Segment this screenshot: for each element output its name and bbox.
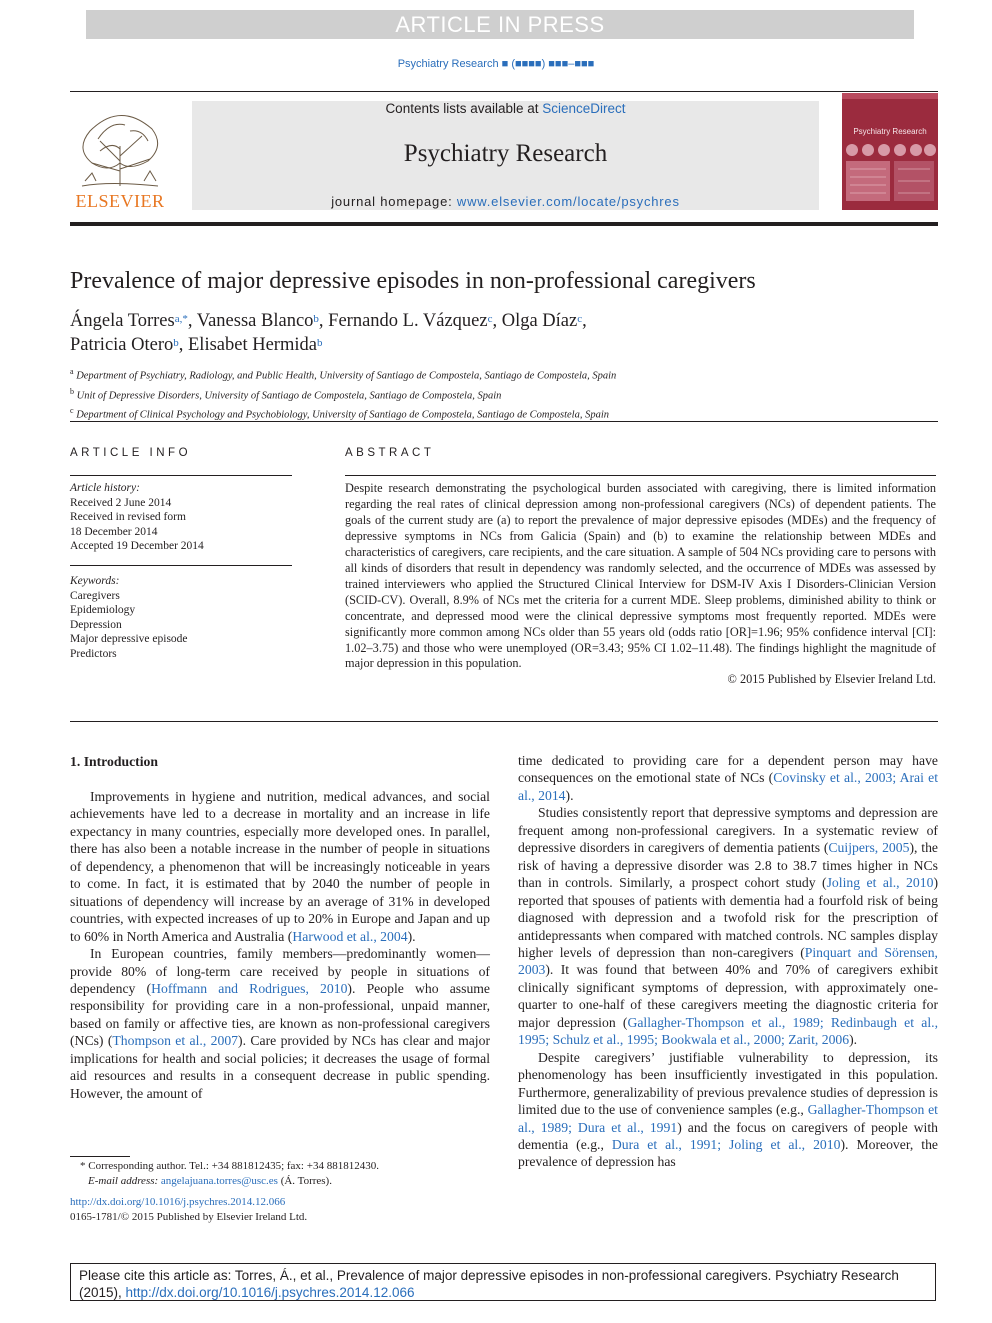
article-history [70,481,292,554]
author: Fernando L. Vázquez$^c$, [328,311,502,331]
author-affiliation-marker[interactable]: b [313,313,319,325]
keyword: Caregivers [70,589,120,602]
footnote [70,1159,490,1224]
divider [70,721,938,722]
contents-prefix: Contents lists available at [385,101,543,116]
author: Ángela Torres$^{a,*}$, [70,311,197,331]
sciencedirect-link[interactable]: ScienceDirect [542,101,626,116]
affiliation: $^a$ Department of Psychiatry, Radiology, and Public Health, University of Santiago de Compostela, Santiago de Compostela, Spain [70,367,617,382]
issn-line: 0165-1781/© 2015 Published by Elsevier Ireland Ltd. [70,1210,308,1223]
body-text: Despite caregivers’ justifiable vulnerability to depression, its phenomenology has been insufficiently investigated in this population. Furthermore, generalizability of previous prevalence studies of depression is limited due to the use of convenience samples (e.g., [518,1049,938,1118]
body-text: ). It was found that between 40% and 70% of caregivers exhibit clinically significant symptoms of depression, with approximately one-quarter to one-half of these caregivers meeting the diagnostic criteria for major depression ( [518,962,938,1030]
body-paragraph [518,1049,938,1171]
body-text: ) reported that spouses of patients with dementia had a fourfold risk of being diagnosed with depression and a twofold risk for the prescription of antidepressants when compared with matched controls. NC samples display higher levels of depression than non-caregivers ( [518,875,938,960]
publisher-logo-text: ELSEVIER [75,191,165,210]
email-line: E-mail address: angelajuana.torres@usc.es (Á. Torres). [88,1174,332,1187]
history-line: Accepted 19 December 2014 [70,540,204,552]
citation-doi-link[interactable]: http://dx.doi.org/10.1016/j.psychres.2014.12.066 [125,1285,415,1300]
author-affiliation-marker[interactable]: b [173,337,179,349]
body-text: ). [849,1032,858,1048]
divider [70,421,938,422]
journal-title: Psychiatry Research [403,140,608,167]
author-list [70,309,940,357]
doi-link[interactable]: http://dx.doi.org/10.1016/j.psychres.2014.12.066 [70,1196,286,1208]
author-affiliation-marker[interactable]: a,* [174,313,188,325]
body-paragraph [70,945,490,1102]
body-text: In European countries, family members—predominantly women—provide 80% of long-term care received by people in situations of dependency ( [70,946,490,996]
body-text: ). People who assume responsibility for providing care in a non-professional, unpaid manner, based on family or affective ties, are known as non-professional caregivers (NCs) ( [70,980,491,1049]
masthead-top-rule [70,91,938,92]
body-text: ). [407,928,416,944]
contents-line [192,101,819,116]
citation-link[interactable]: Hoffmann and Rodrigues, 2010 [151,980,348,996]
history-line: Received in revised form [70,511,186,523]
citation-link[interactable]: Thompson et al., 2007 [112,1033,239,1049]
homepage-prefix: journal homepage: [331,194,457,209]
body-paragraph [518,804,938,1048]
body-text: ). Moreover, the prevalence of depression has [518,1136,939,1170]
author: Olga Díaz$^c$, [501,311,587,331]
body-text: Studies consistently report that depressive symptoms and depression are frequent among non-professional caregivers. In a systematic review of depressive disorders in caregivers of dementia patients ( [518,805,938,856]
keyword: Major depressive episode [70,633,188,645]
abstract-heading: ABSTRACT [345,447,435,459]
affiliation: $^c$ Department of Clinical Psychology and Psychobiology, University of Santiago de Compostela, Santiago de Compostela, Spain [70,406,610,421]
author-affiliation-marker[interactable]: c [577,313,583,325]
masthead-bottom-rule [70,222,938,226]
article-in-press-banner: ARTICLE IN PRESS [86,10,914,39]
author-affiliation-marker[interactable]: b [316,337,323,349]
body-right-column [518,752,938,1171]
history-line: 18 December 2014 [70,525,158,538]
citation-link[interactable]: Covinsky et al., 2003; Arai et al., 2014 [518,770,938,803]
body-text: ). Care provided by NCs has clear and major implications for health and social policies; it decreases the usage of formal aid resources and results in a consequent decrease in public spending. However, the amount of [70,1033,491,1101]
body-text: time dedicated to providing care for a dependent person may have consequences on the emotional state of NCs ( [518,753,938,786]
citation-link[interactable]: Harwood et al., 2004 [292,928,408,944]
footnote-rule [70,1156,130,1157]
body-text: ), the risk of having a depressive disorder was 2.8 to 38.7 times higher in NCs than in controls. Similarly, a prospect cohort study ( [518,840,938,891]
article-info-heading: ARTICLE INFO [70,447,192,459]
citation-link[interactable]: Gallagher-Thompson et al., 1989; Dura et al., 1991 [518,1102,938,1135]
keywords [70,574,292,661]
citation-link[interactable]: Joling et al., 2010 [826,875,934,891]
email-link[interactable]: angelajuana.torres@usc.es [160,1174,278,1187]
citation-link[interactable]: Gallagher-Thompson et al., 1989; Redinbaugh et al., 1995; Schulz et al., 1995; Bookwala et al., 2000; Zarit, 2006 [518,1014,938,1048]
citation-link[interactable]: Pinquart and Sörensen, 2003 [518,944,938,978]
body-paragraph [518,752,938,804]
history-label: Article history: [70,482,140,494]
abstract-text: Despite research demonstrating the psychological burden associated with caregiving, there is limited information regarding the real rates of clinical depression among non-professional caregivers (NCs) of dependent patients. The goals of the current study are (a) to report the prevalence of major depressive episodes (MDEs) and the frequency of depressive symptoms in NCs from Galicia (Spain) and (b) to examine the relationship between MDEs and characteristics of caregivers, care recipients, and the care situation. A sample of 504 NCs providing care to persons with all kinds of disorders that result in dependency was randomly selected, and the occurrence of MDEs was assessed by trained interviewers who applied the Structured Clinical Interview for DSM-IV Axis I Disorders-Clinician Version (SCID-CV). Overall, 8.9% of NCs met the criteria for a current MDE. Sleep problems, diminished ability to think or concentrate, and depressed mood were the clinical depressive symptoms most frequently reported. MDEs were significantly more common among NCs older than 55 years old (odds ratio [OR]=1.96; 95% confidence interval [CI]: 1.02–3.75) and those who were unemployed (OR=3.43; 95% CI 1.02–11.48). The findings highlight the magnitude of major depression in this population. [345,481,936,671]
keywords-label: Keywords: [70,575,120,587]
citation-box [70,1263,936,1301]
corresponding-author: * Corresponding author. Tel.: +34 881812435; fax: +34 881812430. [80,1160,379,1172]
elsevier-logo [70,101,170,210]
citation-link[interactable]: Cuijpers, 2005 [828,840,910,856]
affiliation-list [70,364,616,423]
journal-cover-thumbnail [842,93,938,210]
keyword: Epidemiology [70,604,136,616]
article-title: Prevalence of major depressive episodes in non-professional caregivers [70,268,756,294]
keyword: Depression [70,618,122,631]
author: Elisabet Hermida$^b$ [188,335,323,355]
abstract [345,481,936,688]
divider [70,565,292,566]
divider [70,475,292,476]
author-affiliation-marker[interactable]: c [487,313,493,325]
keyword: Predictors [70,647,117,660]
history-line: Received 2 June 2014 [70,496,172,509]
divider [345,475,936,476]
body-text: ). [565,787,574,803]
body-text: Improvements in hygiene and nutrition, medical advances, and social achievements have led to a decrease in mortality and an increase in life expectancy in many countries, especially more developed ones. In parallel, there has also been a notable increase in the number of people in situations of dependency, a phenomenon that will be increasingly noticeable in years to come. In fact, it is estimated that by 2040 the number of people in situations of dependency will increase by an average of 31% in developed countries, with expected increases of up to 20% in Europe and Japan and up to 60% in North America and Australia ( [70,789,490,944]
citation-link[interactable]: Dura et al., 1991; Joling et al., 2010 [611,1136,841,1152]
body-paragraph [70,788,490,945]
abstract-copyright: © 2015 Published by Elsevier Ireland Ltd. [727,672,936,687]
journal-homepage [192,194,819,209]
body-text: ) and the focus on caregivers of people with dementia (e.g., [518,1119,938,1152]
section-heading: 1. Introduction [70,754,158,769]
running-head: Psychiatry Research ■ (■■■■) ■■■–■■■ [397,58,595,70]
affiliation: $^b$ Unit of Depressive Disorders, University of Santiago de Compostela, Santiago de Compostela, Spain [70,386,502,401]
homepage-link[interactable]: www.elsevier.com/locate/psychres [456,194,680,209]
cover-title: Psychiatry Research [853,127,927,136]
author: Patricia Otero$^b$, [70,335,188,355]
citation-text: Please cite this article as: Torres, Á., et al., Prevalence of major depressive episodes in non-professional caregivers. Psychiatry Research (2015), [79,1268,899,1300]
body-left-column [70,788,490,1102]
author: Vanessa Blanco$^b$, [196,311,329,331]
